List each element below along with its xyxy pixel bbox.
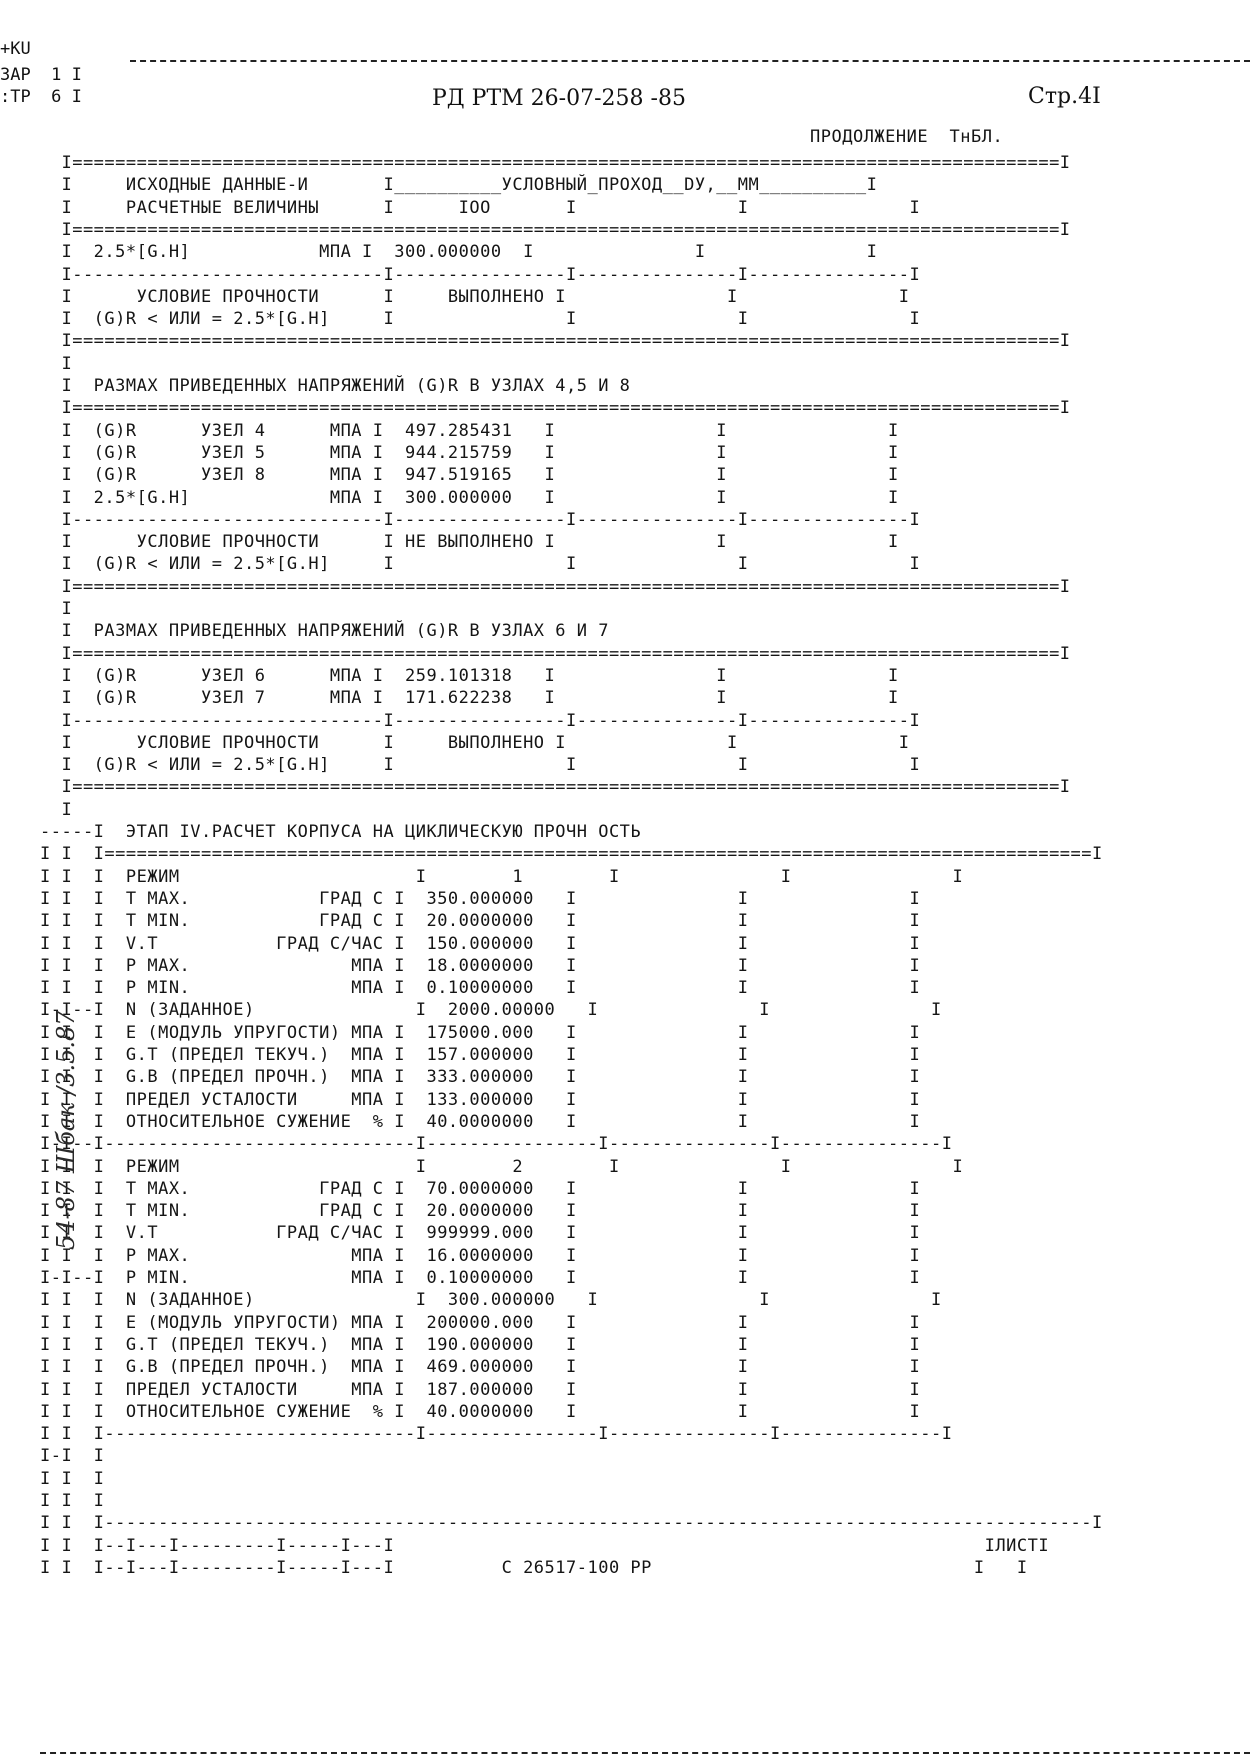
- printout-line: I I I V.T ГРАД С/ЧАС I 150.000000 I I I: [40, 933, 921, 954]
- cut-left-label-3: :ТР 6 I: [0, 87, 82, 107]
- printout-line: I РАЗМАХ ПРИВЕДЕННЫХ НАПРЯЖЕНИЙ (G)R В УЗЛАХ 4,5 И 8: [40, 376, 631, 396]
- printout-line: I I I============================================================================================I: [40, 844, 1103, 865]
- printout-line: I I I E (МОДУЛЬ УПРУГОСТИ) МПА I 175000.000 I I I: [40, 1022, 921, 1043]
- printout-line: I I I--I---I---------I-----I---I С 26517-100 РР I I: [40, 1557, 1028, 1578]
- printout-line: I I I G.T (ПРЕДЕЛ ТЕКУЧ.) МПА I 157.000000 I I I: [40, 1045, 921, 1065]
- printout-line: I============================================================================================I: [40, 777, 1071, 798]
- printout-line: I I I РЕЖИМ I 2 I I I: [40, 1156, 964, 1177]
- top-dashed-rule: [130, 60, 1250, 62]
- handwritten-signature: 54-87 Шбак /3.5.87: [52, 1010, 80, 1250]
- printout-line: I I I РЕЖИМ I 1 I I I: [40, 866, 964, 887]
- printout-line: I ИСХОДНЫЕ ДАННЫЕ-И I__________УСЛОВНЫЙ_ПРОХОД__DУ,__ММ__________I: [40, 175, 878, 196]
- continuation-label: ПРОДОЛЖЕНИЕ ТнБЛ.: [810, 127, 1004, 147]
- printout-line: I I I: [40, 1468, 105, 1489]
- printout-line: I (G)R < ИЛИ = 2.5*[G.H] I I I I: [40, 309, 921, 330]
- printout-line: I I I ПРЕДЕЛ УСТАЛОСТИ МПА I 187.000000 I I I: [40, 1379, 921, 1400]
- printout-line: I РАСЧЕТНЫЕ ВЕЛИЧИНЫ I IOO I I I: [40, 197, 921, 218]
- printout-line: I-----------------------------I----------------I---------------I---------------I: [40, 710, 921, 731]
- printout-line: I-----------------------------I----------------I---------------I---------------I: [40, 509, 921, 530]
- printout-line: I УСЛОВИЕ ПРОЧНОСТИ I ВЫПОЛНЕНО I I I: [40, 286, 910, 307]
- cut-left-label-1: +КU: [0, 39, 31, 59]
- printout-line: I 2.5*[G.H] МПА I 300.000000 I I I: [40, 242, 878, 263]
- printout-line: I I I E (МОДУЛЬ УПРУГОСТИ) МПА I 200000.000 I I I: [40, 1312, 921, 1333]
- printout-line: I============================================================================================I: [40, 219, 1071, 240]
- printout-line: I============================================================================================I: [40, 398, 1071, 419]
- printout-line: I УСЛОВИЕ ПРОЧНОСТИ I НЕ ВЫПОЛНЕНО I I I: [40, 532, 899, 553]
- printout-line: I I I N (ЗАДАННОЕ) I 300.000000 I I I: [40, 1290, 942, 1311]
- printout-line: I I I P MAX. МПА I 18.0000000 I I I: [40, 955, 921, 976]
- printout-line: -----I ЭТАП IV.РАСЧЕТ КОРПУСА НА ЦИКЛИЧЕСКУЮ ПРОЧН ОСТЬ: [40, 822, 642, 842]
- printout-line: I I I--I---I---------I-----I---I IЛИСТI: [40, 1535, 1050, 1556]
- printout-line: I (G)R УЗЕЛ 4 МПА I 497.285431 I I I: [40, 420, 899, 441]
- printout-line: I (G)R УЗЕЛ 6 МПА I 259.101318 I I I: [40, 665, 899, 686]
- bottom-dashed-rule: [40, 1752, 1250, 1754]
- printout-line: I I I G.T (ПРЕДЕЛ ТЕКУЧ.) МПА I 190.000000 I I I: [40, 1334, 921, 1355]
- printout-line: I: [40, 799, 73, 820]
- printout-line: I I I--------------------------------------------------------------------------------------------I: [40, 1513, 1103, 1534]
- printout-line: I-I--I N (ЗАДАННОЕ) I 2000.00000 I I I: [40, 1000, 942, 1021]
- printout-line: I (G)R УЗЕЛ 5 МПА I 944.215759 I I I: [40, 442, 899, 463]
- printout-line: I-I--I-----------------------------I----------------I---------------I---------------I: [40, 1134, 953, 1155]
- printout-line: I============================================================================================I: [40, 331, 1071, 352]
- printout-line: I-I--I P MIN. МПА I 0.10000000 I I I: [40, 1268, 921, 1288]
- printout-line: I (G)R < ИЛИ = 2.5*[G.H] I I I I: [40, 554, 921, 575]
- printout-line: I-----------------------------I----------------I---------------I---------------I: [40, 264, 921, 285]
- printout-line: I I I: [40, 1491, 105, 1511]
- printout-line: I I I ОТНОСИТЕЛЬНОЕ СУЖЕНИЕ % I 40.0000000 I I I: [40, 1111, 921, 1132]
- printout-line: I (G)R < ИЛИ = 2.5*[G.H] I I I I: [40, 755, 921, 776]
- page-label: Стр.4I: [1028, 84, 1101, 109]
- printout-line: I-I I: [40, 1446, 105, 1467]
- printout-line: I: [40, 353, 73, 374]
- printout-line: I I I T MAX. ГРАД С I 70.0000000 I I I: [40, 1178, 921, 1199]
- printout-line: I I I ПРЕДЕЛ УСТАЛОСТИ МПА I 133.000000 I I I: [40, 1089, 921, 1110]
- printout-line: I I I G.B (ПРЕДЕЛ ПРОЧН.) МПА I 469.000000 I I I: [40, 1357, 921, 1378]
- printout-line: I: [40, 599, 73, 619]
- printout-line: I============================================================================================I: [40, 643, 1071, 664]
- printout-line: I I I P MAX. МПА I 16.0000000 I I I: [40, 1245, 921, 1266]
- printout-line: I============================================================================================I: [40, 576, 1071, 597]
- printout-line: I I I-----------------------------I----------------I---------------I---------------I: [40, 1424, 953, 1445]
- cut-left-label-2: ЗАР 1 I: [0, 65, 82, 85]
- printout-line: I 2.5*[G.H] МПА I 300.000000 I I I: [40, 487, 899, 508]
- printout-line: I (G)R УЗЕЛ 7 МПА I 171.622238 I I I: [40, 688, 899, 709]
- printout-line: I I I G.B (ПРЕДЕЛ ПРОЧН.) МПА I 333.000000 I I I: [40, 1067, 921, 1088]
- printout-line: I УСЛОВИЕ ПРОЧНОСТИ I ВЫПОЛНЕНО I I I: [40, 732, 910, 753]
- printout-line: I I I P MIN. МПА I 0.10000000 I I I: [40, 978, 921, 999]
- printout-line: I I I ОТНОСИТЕЛЬНОЕ СУЖЕНИЕ % I 40.0000000 I I I: [40, 1401, 921, 1422]
- printout-line: I I I T MIN. ГРАД С I 20.0000000 I I I: [40, 911, 921, 932]
- printout-line: I============================================================================================I: [40, 153, 1071, 173]
- printout-line: I (G)R УЗЕЛ 8 МПА I 947.519165 I I I: [40, 465, 899, 486]
- printout-line: I I I T MAX. ГРАД С I 350.000000 I I I: [40, 888, 921, 909]
- document-code: РД РТМ 26-07-258 -85: [432, 86, 686, 111]
- printout-line: I I I V.T ГРАД С/ЧАС I 999999.000 I I I: [40, 1223, 921, 1244]
- printout-line: I РАЗМАХ ПРИВЕДЕННЫХ НАПРЯЖЕНИЙ (G)R В УЗЛАХ 6 И 7: [40, 621, 609, 642]
- printout-line: I I I T MIN. ГРАД С I 20.0000000 I I I: [40, 1201, 921, 1222]
